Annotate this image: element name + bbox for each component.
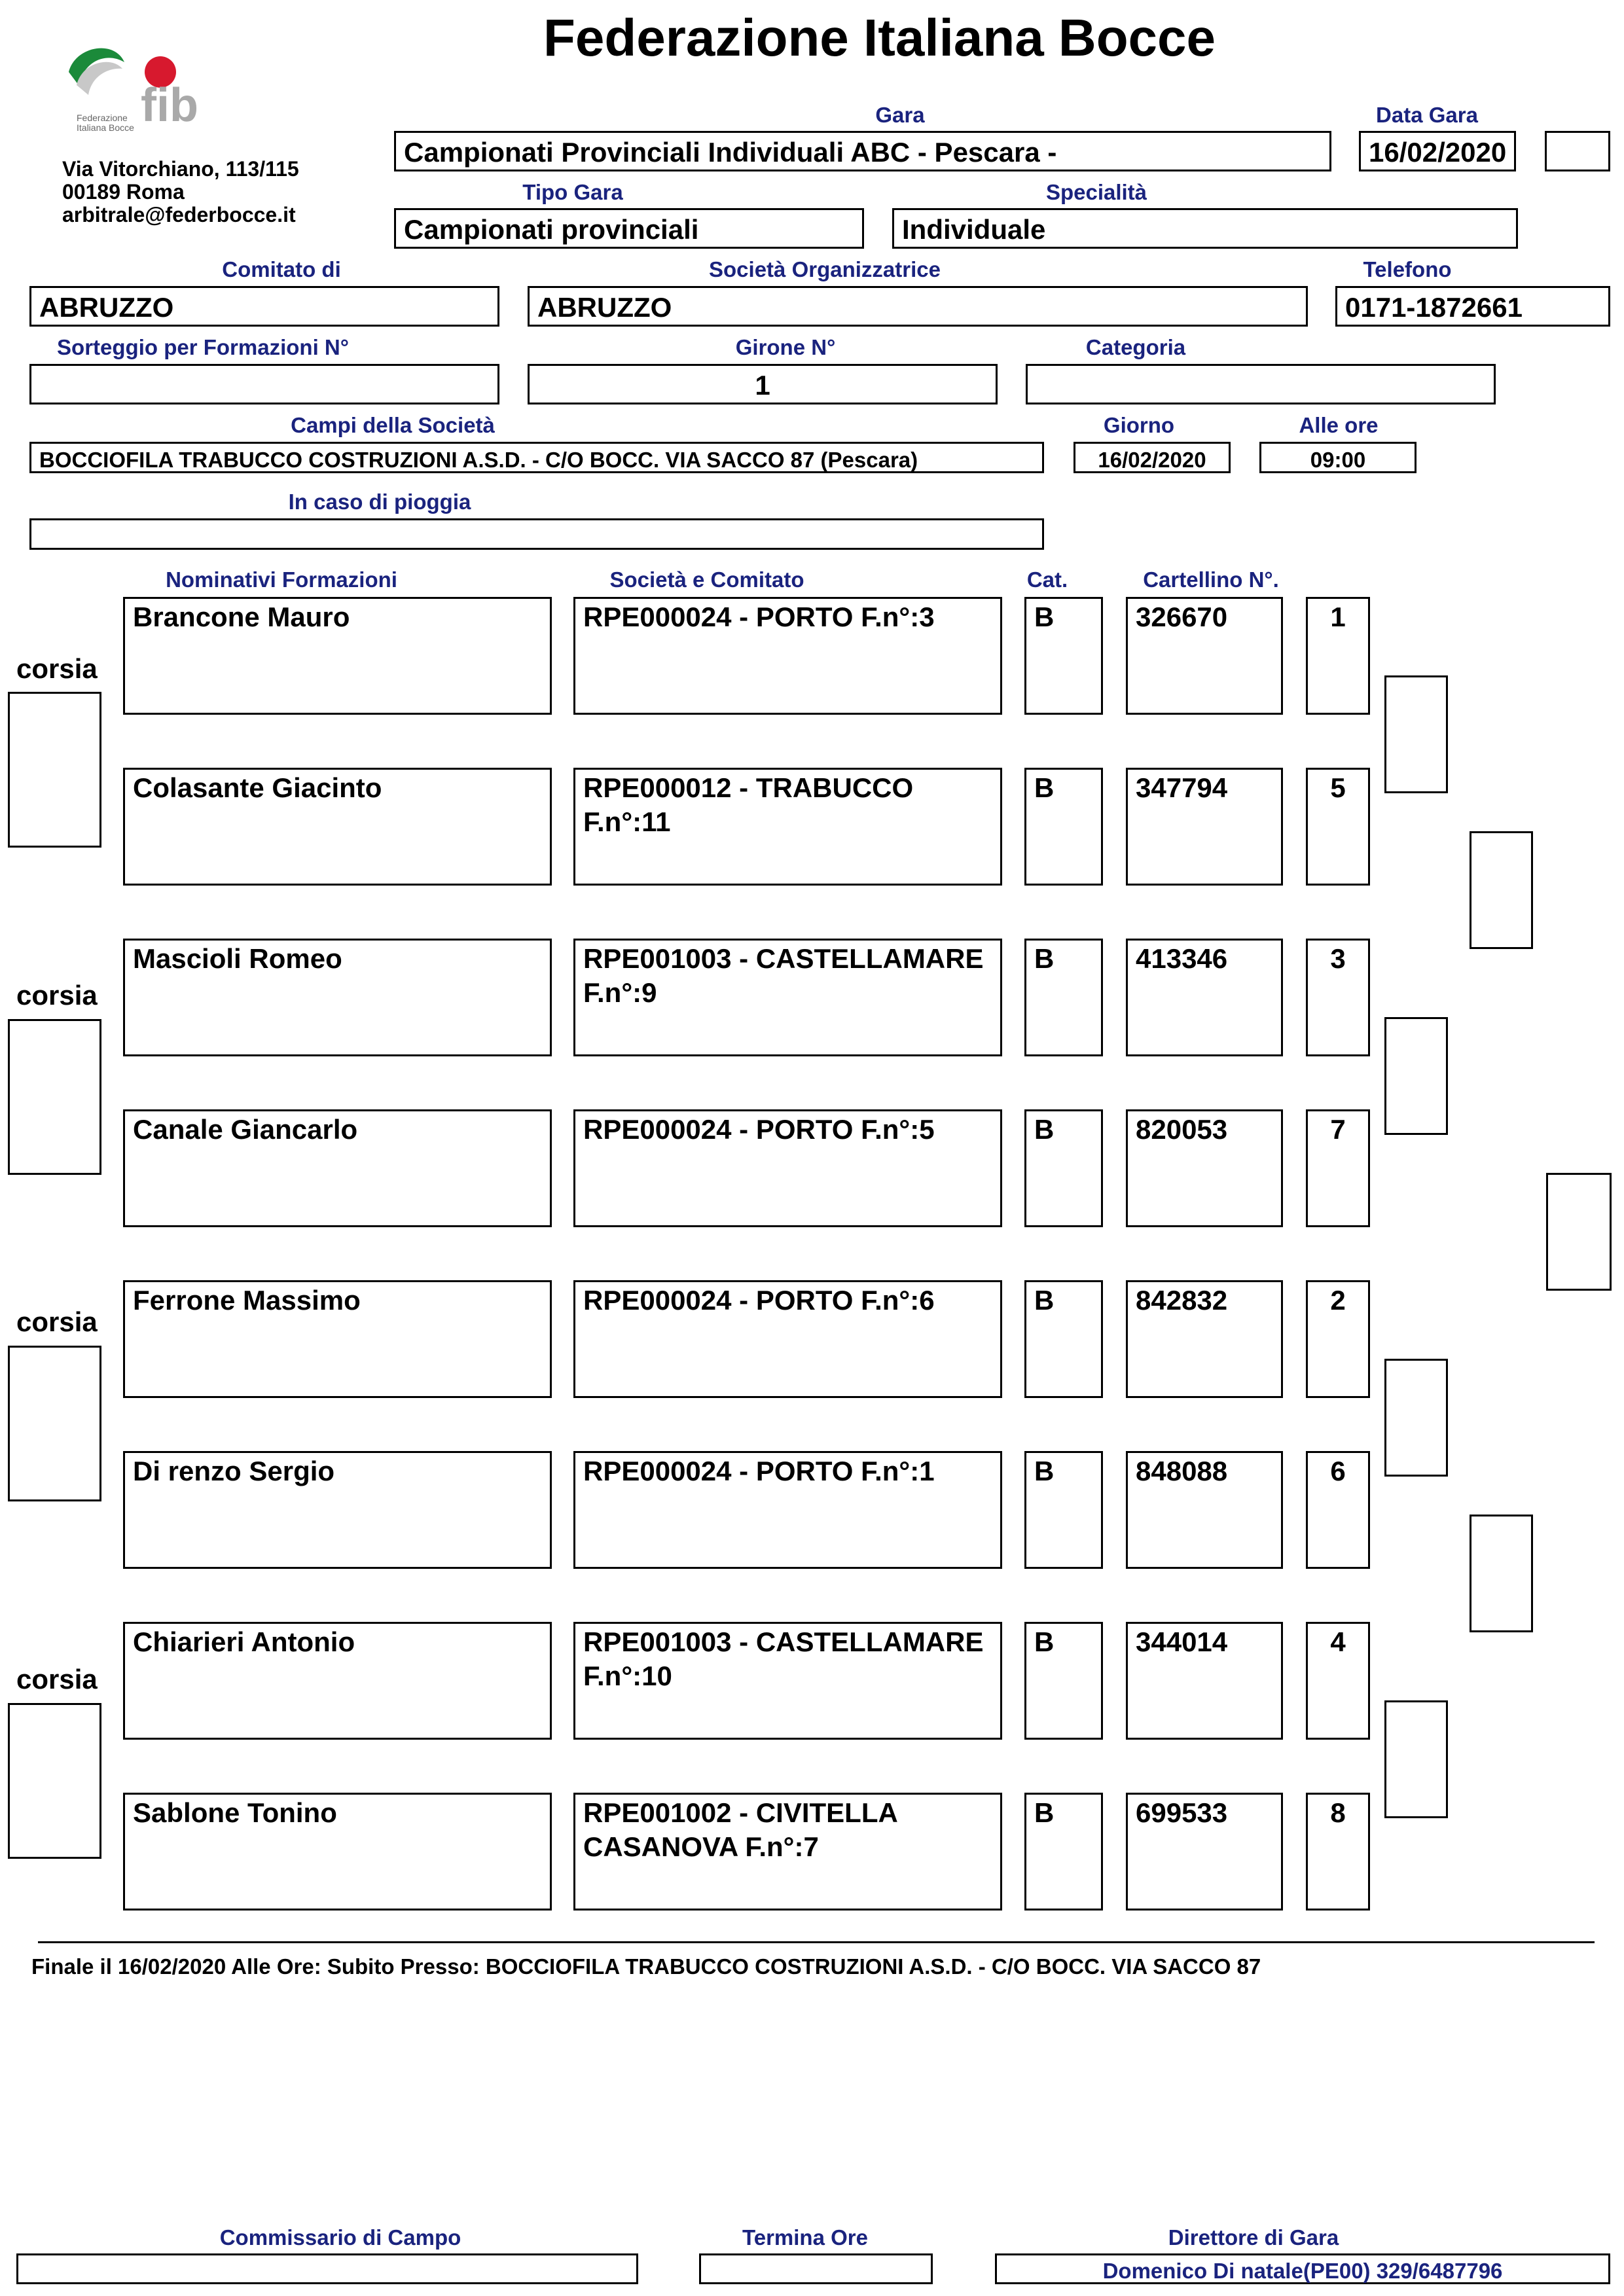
player-cartellino: 848088	[1126, 1451, 1283, 1569]
bracket-box-r1[interactable]	[1384, 1359, 1448, 1477]
label-pioggia: In caso di pioggia	[288, 490, 471, 514]
telefono-value: 0171-1872661	[1345, 292, 1523, 323]
extra-box[interactable]	[1545, 131, 1610, 171]
header-cartellino: Cartellino N°.	[1143, 567, 1279, 592]
player-cat: B	[1024, 597, 1103, 715]
player-cartellino: 344014	[1126, 1622, 1283, 1740]
player-number: 7	[1306, 1109, 1370, 1227]
address-line1: Via Vitorchiano, 113/115	[62, 157, 299, 181]
player-cartellino: 326670	[1126, 597, 1283, 715]
label-girone: Girone N°	[735, 335, 836, 359]
player-number: 3	[1306, 939, 1370, 1056]
corsia-label: corsia	[16, 653, 98, 684]
label-direttore: Direttore di Gara	[1168, 2225, 1339, 2250]
header-societa-comitato: Società e Comitato	[609, 567, 804, 592]
tipo-gara-value: Campionati provinciali	[404, 214, 699, 245]
societa-org-value: ABRUZZO	[537, 292, 672, 323]
player-societa: RPE000024 - PORTO F.n°:5	[573, 1109, 1002, 1227]
gara-field[interactable]	[394, 131, 1331, 171]
commissario-field[interactable]	[16, 2253, 638, 2284]
player-number: 8	[1306, 1793, 1370, 1910]
comitato-value: ABRUZZO	[39, 292, 174, 323]
player-name: Canale Giancarlo	[123, 1109, 552, 1227]
address-line2: 00189 Roma	[62, 180, 185, 204]
alle-ore-value: 09:00	[1310, 448, 1366, 472]
bracket-box-r2[interactable]	[1470, 1515, 1533, 1632]
specialita-field[interactable]	[892, 208, 1518, 249]
player-number: 2	[1306, 1280, 1370, 1398]
player-societa: RPE000012 - TRABUCCO F.n°:11	[573, 768, 1002, 886]
player-societa: RPE001002 - CIVITELLA CASANOVA F.n°:7	[573, 1793, 1002, 1910]
player-societa: RPE001003 - CASTELLAMARE F.n°:10	[573, 1622, 1002, 1740]
player-name: Mascioli Romeo	[123, 939, 552, 1056]
player-cartellino: 347794	[1126, 768, 1283, 886]
giorno-value: 16/02/2020	[1098, 448, 1206, 472]
label-tipo-gara: Tipo Gara	[522, 180, 623, 204]
header-nominativi: Nominativi Formazioni	[166, 567, 397, 592]
player-societa: RPE000024 - PORTO F.n°:6	[573, 1280, 1002, 1398]
player-cartellino: 820053	[1126, 1109, 1283, 1227]
label-telefono: Telefono	[1363, 257, 1452, 281]
telefono-field[interactable]	[1335, 286, 1610, 327]
specialita-value: Individuale	[902, 214, 1046, 245]
corsia-label: corsia	[16, 1664, 98, 1695]
player-cartellino: 699533	[1126, 1793, 1283, 1910]
giorno-field[interactable]	[1074, 442, 1231, 473]
label-termina: Termina Ore	[742, 2225, 868, 2250]
player-societa: RPE000024 - PORTO F.n°:1	[573, 1451, 1002, 1569]
header-cat: Cat.	[1026, 567, 1068, 592]
corsia-box[interactable]	[8, 1346, 101, 1501]
player-societa: RPE000024 - PORTO F.n°:3	[573, 597, 1002, 715]
label-alle-ore: Alle ore	[1299, 413, 1379, 437]
girone-value: 1	[755, 370, 770, 401]
player-number: 1	[1306, 597, 1370, 715]
label-data-gara: Data Gara	[1376, 103, 1478, 127]
player-name: Di renzo Sergio	[123, 1451, 552, 1569]
bracket-box-r3[interactable]	[1546, 1173, 1612, 1291]
logo-subtitle: Federazione Italiana Bocce	[77, 113, 134, 133]
player-number: 5	[1306, 768, 1370, 886]
player-cat: B	[1024, 1451, 1103, 1569]
player-name: Colasante Giacinto	[123, 768, 552, 886]
label-specialita: Specialità	[1045, 180, 1147, 204]
page-title: Federazione Italiana Bocce	[543, 9, 1216, 67]
fib-logo	[62, 36, 219, 137]
pioggia-field[interactable]	[29, 518, 1044, 550]
campi-value: BOCCIOFILA TRABUCCO COSTRUZIONI A.S.D. - C/O BOCC. VIA SACCO 87 (Pescara)	[39, 448, 918, 472]
label-campi: Campi della Società	[291, 413, 495, 437]
girone-field[interactable]	[528, 364, 998, 404]
label-giorno: Giorno	[1103, 413, 1175, 437]
player-name: Ferrone Massimo	[123, 1280, 552, 1398]
label-commissario: Commissario di Campo	[219, 2225, 461, 2250]
data-gara-field[interactable]	[1359, 131, 1516, 171]
player-cat: B	[1024, 1280, 1103, 1398]
societa-org-field[interactable]	[528, 286, 1308, 327]
player-cat: B	[1024, 1793, 1103, 1910]
email: arbitrale@federbocce.it	[62, 203, 296, 226]
footer-divider	[38, 1941, 1595, 1943]
bracket-box-r1[interactable]	[1384, 675, 1448, 793]
direttore-field[interactable]	[995, 2253, 1610, 2284]
alle-ore-field[interactable]	[1259, 442, 1416, 473]
player-cartellino: 413346	[1126, 939, 1283, 1056]
player-name: Brancone Mauro	[123, 597, 552, 715]
bracket-box-r1[interactable]	[1384, 1700, 1448, 1818]
corsia-label: corsia	[16, 1306, 98, 1337]
finale-text: Finale il 16/02/2020 Alle Ore: Subito Presso: BOCCIOFILA TRABUCCO COSTRUZIONI A.S.D. - C/O BOCC. VIA SACCO 87	[31, 1954, 1261, 1979]
direttore-value: Domenico Di natale(PE00) 329/6487796	[1102, 2259, 1503, 2283]
player-name: Chiarieri Antonio	[123, 1622, 552, 1740]
player-number: 6	[1306, 1451, 1370, 1569]
campi-field[interactable]	[29, 442, 1044, 473]
corsia-box[interactable]	[8, 1703, 101, 1859]
player-name: Sablone Tonino	[123, 1793, 552, 1910]
player-cat: B	[1024, 939, 1103, 1056]
tipo-gara-field[interactable]	[394, 208, 864, 249]
termina-field[interactable]	[699, 2253, 933, 2284]
label-comitato: Comitato di	[222, 257, 341, 281]
player-societa: RPE001003 - CASTELLAMARE F.n°:9	[573, 939, 1002, 1056]
label-societa-org: Società Organizzatrice	[709, 257, 941, 281]
sorteggio-field[interactable]	[29, 364, 499, 404]
corsia-box[interactable]	[8, 1019, 101, 1175]
categoria-field[interactable]	[1026, 364, 1496, 404]
player-cat: B	[1024, 1622, 1103, 1740]
data-gara-value: 16/02/2020	[1369, 137, 1507, 168]
player-number: 4	[1306, 1622, 1370, 1740]
player-cat: B	[1024, 768, 1103, 886]
player-cat: B	[1024, 1109, 1103, 1227]
corsia-box[interactable]	[8, 692, 101, 848]
corsia-label: corsia	[16, 980, 98, 1011]
label-sorteggio: Sorteggio per Formazioni N°	[57, 335, 349, 359]
player-cartellino: 842832	[1126, 1280, 1283, 1398]
bracket-box-r1[interactable]	[1384, 1017, 1448, 1135]
gara-value: Campionati Provinciali Individuali ABC - Pescara -	[404, 137, 1057, 168]
svg-text:fib: fib	[141, 79, 198, 132]
label-categoria: Categoria	[1085, 335, 1186, 359]
comitato-field[interactable]	[29, 286, 499, 327]
label-gara: Gara	[875, 103, 925, 127]
bracket-box-r2[interactable]	[1470, 831, 1533, 949]
